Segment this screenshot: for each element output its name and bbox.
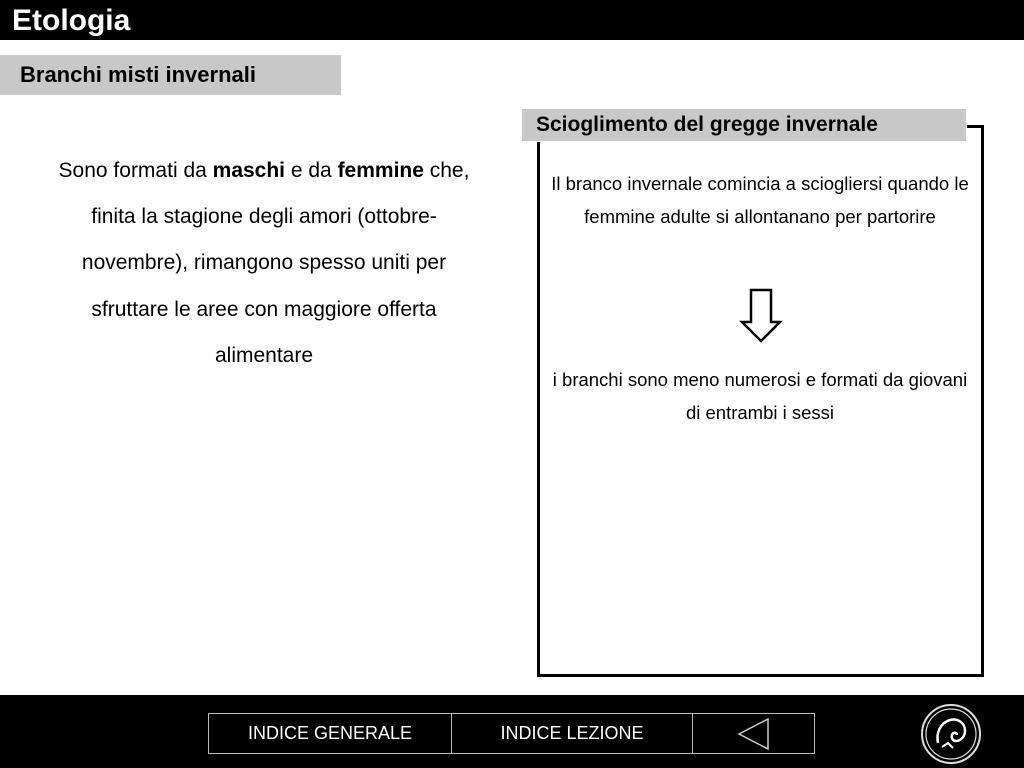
title-bar — [0, 0, 1024, 40]
nav-buttons — [208, 713, 815, 754]
box-title: Scioglimento del gregge invernale — [536, 113, 878, 136]
left-text-bold1: maschi — [212, 159, 286, 182]
back-button[interactable] — [693, 714, 814, 753]
left-text-part2: e da — [285, 159, 338, 182]
section-label — [0, 55, 341, 95]
page-title: Etologia — [12, 4, 131, 37]
index-general-button[interactable]: INDICE GENERALE — [209, 714, 452, 753]
logo-icon[interactable] — [920, 703, 982, 765]
index-lesson-button[interactable]: INDICE LEZIONE — [452, 714, 693, 753]
box-text-1: Il branco invernale comincia a sciogliersi quando le femmine adulte si allontanano per partorire — [551, 173, 969, 227]
box-title-tab — [521, 108, 967, 142]
section-title: Branchi misti invernali — [20, 62, 256, 87]
left-paragraph — [52, 148, 476, 379]
back-triangle-icon — [736, 717, 772, 751]
left-text-part1: Sono formati da — [58, 159, 213, 182]
box-text-2: i branchi sono meno numerosi e formati da giovani di entrambi i sessi — [552, 369, 968, 423]
left-text-part3: che, finita la stagione degli amori (ottobre-novembre), rimangono spesso uniti per sfruttare le aree con maggiore offerta alimentare — [81, 159, 470, 367]
down-arrow-icon — [739, 288, 783, 344]
bottom-nav-bar — [0, 695, 1024, 768]
left-text-bold2: femmine — [337, 159, 424, 182]
